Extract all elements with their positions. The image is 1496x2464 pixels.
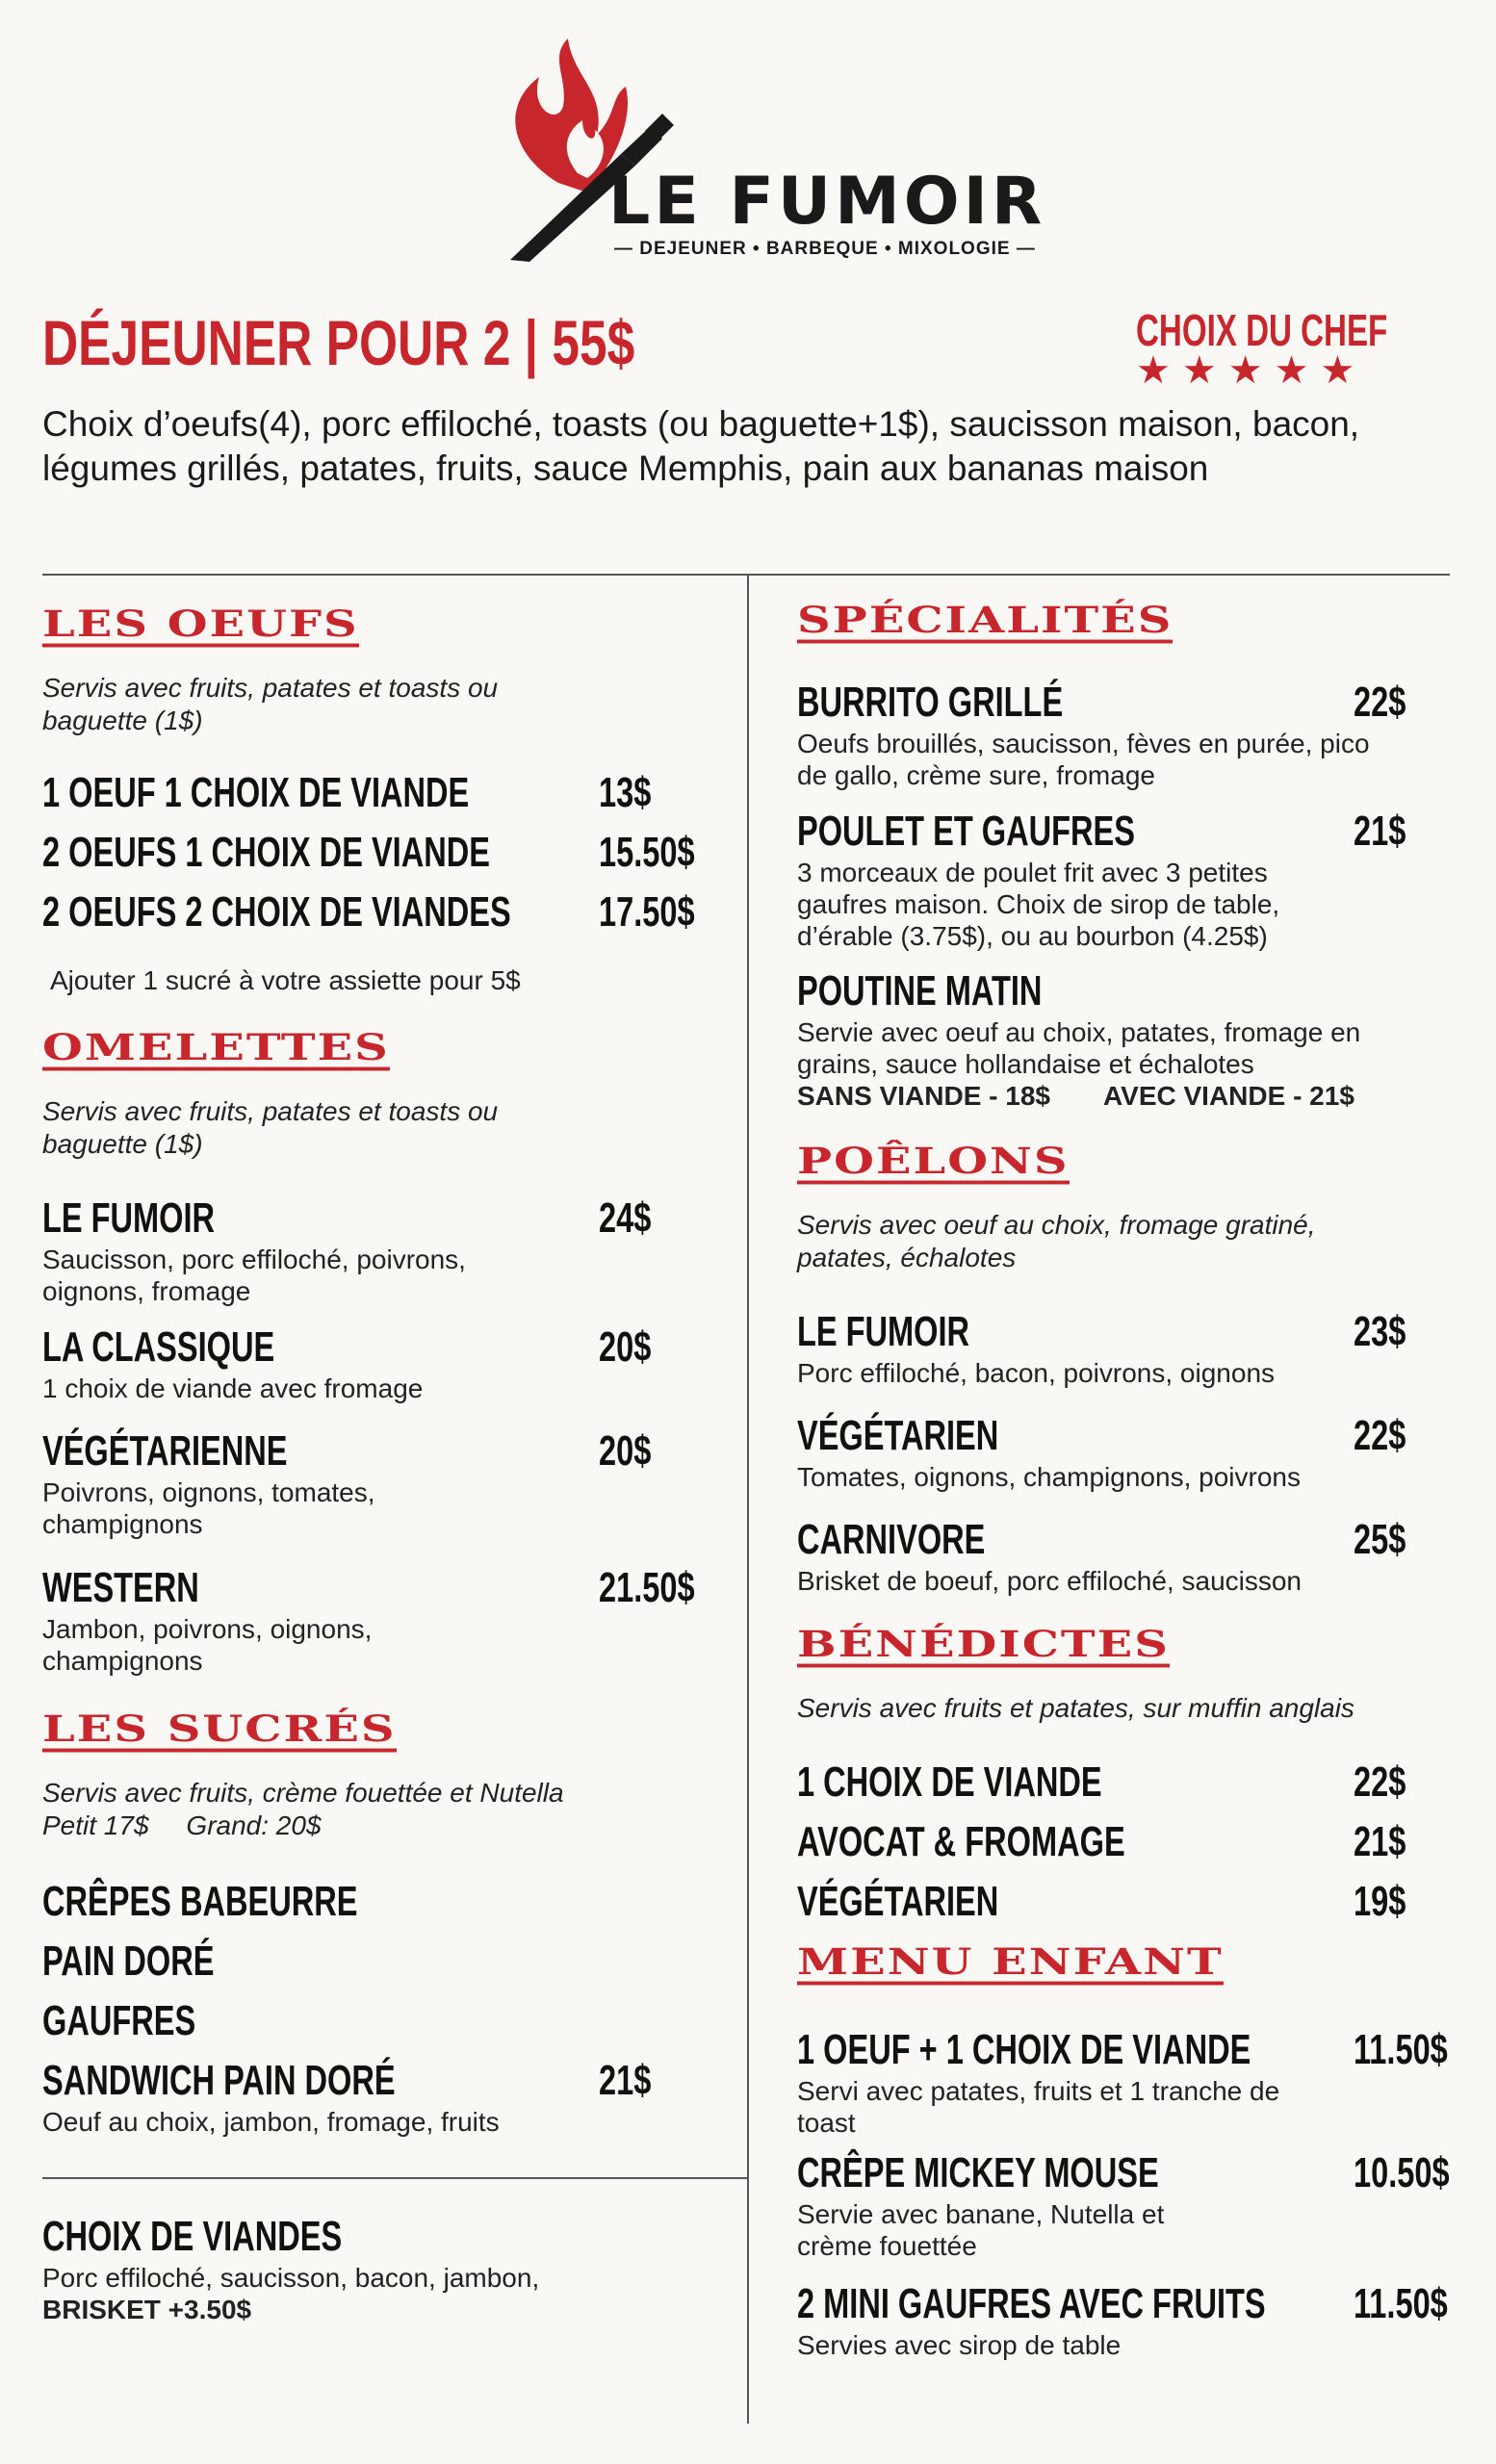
menu-item-name: PAIN DORÉ bbox=[42, 1938, 215, 1985]
menu-item-name: SANDWICH PAIN DORÉ bbox=[42, 2057, 396, 2104]
section-note-benedictes: Servis avec fruits et patates, sur muffin anglais bbox=[797, 1693, 1354, 1723]
poutine-price-avec: AVEC VIANDE - 21$ bbox=[1103, 1081, 1354, 1111]
menu-item-price: 23$ bbox=[1354, 1308, 1406, 1355]
menu-item-name: LA CLASSIQUE bbox=[42, 1323, 275, 1371]
section-note-oeufs: Servis avec fruits, patates et toasts ou baguette (1$) bbox=[42, 673, 499, 735]
menu-item-price: 11.50$ bbox=[1354, 2026, 1448, 2073]
menu-item-desc: Oeuf au choix, jambon, fromage, fruits bbox=[42, 2107, 500, 2137]
addon-note: Ajouter 1 sucré à votre assiette pour 5$ bbox=[50, 965, 521, 995]
menu-item-price: 20$ bbox=[599, 1323, 652, 1371]
section-note-omelettes: Servis avec fruits, patates et toasts ou baguette (1$) bbox=[42, 1096, 499, 1159]
section-title-sucres: LES SUCRÉS bbox=[42, 1709, 397, 1752]
menu-item-price: 21$ bbox=[599, 2057, 652, 2104]
menu-item-desc: Servie avec oeuf au choix, patates, fromage en grains, sauce hollandaise et échalotes bbox=[797, 1017, 1361, 1079]
menu-item-desc: Brisket de boeuf, porc effiloché, saucisson bbox=[797, 1566, 1303, 1596]
menu-item-name: VÉGÉTARIENNE bbox=[42, 1427, 288, 1475]
menu-item-name: CHOIX DE VIANDES bbox=[42, 2213, 343, 2260]
section-note-sizes: Petit 17$ Grand: 20$ bbox=[42, 1810, 322, 1840]
menu-item-price: 17.50$ bbox=[599, 888, 695, 936]
menu-item-desc: 1 choix de viande avec fromage bbox=[42, 1373, 424, 1403]
menu-item-name: VÉGÉTARIEN bbox=[797, 1878, 999, 1925]
menu-item-desc: Jambon, poivrons, oignons, champignons bbox=[42, 1614, 373, 1676]
menu-item-price: 24$ bbox=[599, 1194, 652, 1242]
menu-item-desc: Servie avec banane, Nutella et crème fouettée bbox=[797, 2199, 1165, 2261]
section-title-oeufs: LES OEUFS bbox=[42, 604, 359, 647]
menu-item-name: CRÊPES BABEURRE bbox=[42, 1878, 358, 1925]
menu-item-price: 15.50$ bbox=[599, 829, 695, 876]
menu-item-desc: Porc effiloché, bacon, poivrons, oignons bbox=[797, 1358, 1276, 1388]
menu-item-price: 22$ bbox=[1354, 679, 1406, 726]
promo-description: Choix d’oeufs(4), porc effiloché, toasts (ou baguette+1$), saucisson maison, bacon, légumes grillés, patates, fruits, sauce Memphis, pain aux bananas maison bbox=[42, 404, 1360, 488]
menu-item-name: LE FUMOIR bbox=[797, 1308, 970, 1355]
poutine-price-sans: SANS VIANDE - 18$ bbox=[797, 1081, 1050, 1111]
menu-item-desc: Tomates, oignons, champignons, poivrons bbox=[797, 1462, 1301, 1492]
logo-tagline: — DEJEUNER • BARBEQUE • MIXOLOGIE — bbox=[614, 239, 1036, 259]
menu-item-name: VÉGÉTARIEN bbox=[797, 1412, 999, 1459]
menu-item-desc: Poivrons, oignons, tomates, champignons bbox=[42, 1477, 375, 1539]
logo-wordmark: LE FUMOIR bbox=[608, 164, 1046, 240]
menu-item-price: 22$ bbox=[1354, 1758, 1406, 1806]
section-note-sucres: Servis avec fruits, crème fouettée et Nutella bbox=[42, 1778, 564, 1808]
menu-item-price: 10.50$ bbox=[1354, 2149, 1450, 2196]
menu-item-name: CRÊPE MICKEY MOUSE bbox=[797, 2149, 1159, 2196]
promo-title: DÉJEUNER POUR 2 | 55$ bbox=[42, 307, 635, 378]
menu-item-name: 2 OEUFS 2 CHOIX DE VIANDES bbox=[42, 888, 511, 936]
menu-item-name: WESTERN bbox=[42, 1564, 199, 1611]
menu-item-name: CARNIVORE bbox=[797, 1516, 986, 1563]
menu-item-desc: 3 morceaux de poulet frit avec 3 petites gaufres maison. Choix de sirop de table, d’érable (3.75$), ou au bourbon (4.25$) bbox=[797, 858, 1280, 951]
menu-item-price: 21$ bbox=[1354, 1818, 1406, 1865]
section-title-omelettes: OMELETTES bbox=[42, 1028, 390, 1070]
brisket-supplement: BRISKET +3.50$ bbox=[42, 2295, 252, 2324]
menu-item-name: 1 CHOIX DE VIANDE bbox=[797, 1758, 1102, 1806]
menu-item-name: LE FUMOIR bbox=[42, 1194, 216, 1242]
divider-viandes bbox=[42, 2177, 747, 2179]
menu-item-desc: Oeufs brouillés, saucisson, fèves en purée, pico de gallo, crème sure, fromage bbox=[797, 729, 1370, 790]
menu-item-desc: Servi avec patates, fruits et 1 tranche de toast bbox=[797, 2076, 1280, 2138]
menu-item-price: 11.50$ bbox=[1354, 2280, 1448, 2327]
menu-item-name: GAUFRES bbox=[42, 1997, 196, 2044]
menu-item-desc: Saucisson, porc effiloché, poivrons, oignons, fromage bbox=[42, 1245, 466, 1306]
section-title-enfant: MENU ENFANT bbox=[797, 1942, 1224, 1985]
menu-item-name: 2 OEUFS 1 CHOIX DE VIANDE bbox=[42, 829, 490, 876]
menu-item-price: 25$ bbox=[1354, 1516, 1406, 1563]
menu-item-name: 1 OEUF 1 CHOIX DE VIANDE bbox=[42, 769, 470, 816]
menu-item-desc: Servies avec sirop de table bbox=[797, 2330, 1122, 2360]
menu-item-name: 2 MINI GAUFRES AVEC FRUITS bbox=[797, 2280, 1266, 2327]
menu-item-name: BURRITO GRILLÉ bbox=[797, 679, 1064, 726]
menu-item-price: 13$ bbox=[599, 769, 652, 816]
chef-choice-label: CHOIX DU CHEF bbox=[1136, 305, 1388, 355]
menu-item-price: 19$ bbox=[1354, 1878, 1406, 1925]
menu-item-name: POUTINE MATIN bbox=[797, 967, 1043, 1014]
star-rating-icons: ★★★★★ bbox=[1136, 349, 1367, 392]
section-title-poelons: POÊLONS bbox=[797, 1142, 1070, 1184]
menu-item-price: 21.50$ bbox=[599, 1564, 695, 1611]
menu-item-desc: Porc effiloché, saucisson, bacon, jambon, bbox=[42, 2263, 540, 2293]
menu-item-name: AVOCAT & FROMAGE bbox=[797, 1818, 1125, 1865]
section-note-poelons: Servis avec oeuf au choix, fromage gratiné, patates, échalotes bbox=[797, 1210, 1316, 1272]
menu-item-name: 1 OEUF + 1 CHOIX DE VIANDE bbox=[797, 2026, 1251, 2073]
menu-item-name: POULET ET GAUFRES bbox=[797, 808, 1135, 855]
menu-item-price: 20$ bbox=[599, 1427, 652, 1475]
column-divider bbox=[747, 576, 749, 2424]
menu-item-price: 21$ bbox=[1354, 808, 1406, 855]
section-title-specialites: SPÉCIALITÉS bbox=[797, 601, 1173, 643]
section-title-benedictes: BÉNÉDICTES bbox=[797, 1625, 1170, 1667]
menu-item-price: 22$ bbox=[1354, 1412, 1406, 1459]
divider-top bbox=[42, 574, 1450, 576]
